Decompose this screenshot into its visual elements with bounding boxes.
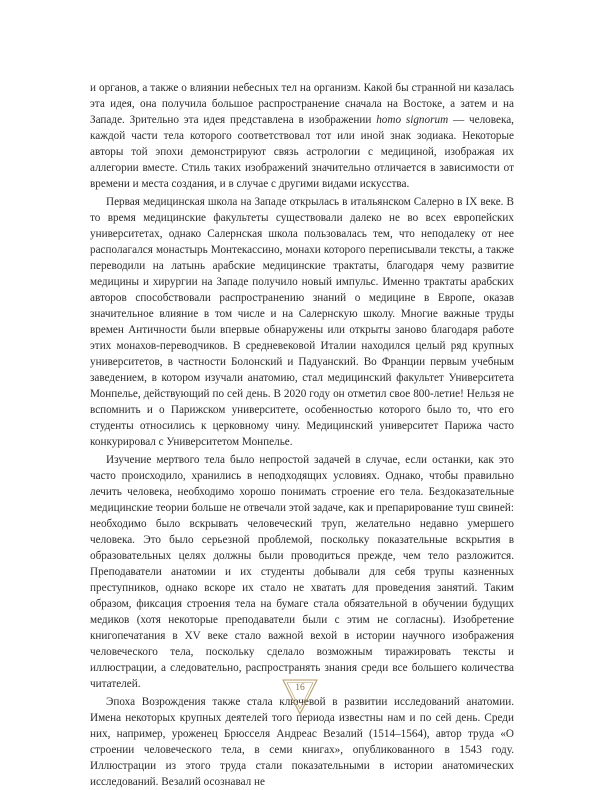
homo-signorum-term: homo signorum xyxy=(376,114,449,126)
paragraph-1-lead: и органов, а также о влиянии небесных тел на организм. Какой бы странной ни казалась эта идея, она получила большое распространение сначала на Востоке, а затем и на Западе. Зрительно эта идея представлена в изображении xyxy=(90,82,514,126)
page-number: 16 xyxy=(295,683,305,693)
paragraph-2: Первая медицинская школа на Западе открылась в итальянском Салерно в IX веке. В то время медицинские факультеты существовали далеко не во всех европейских университетах, однако Салернская школа пользовалась тем, что неподалеку от нее располагался монастырь Монтекассино, монахи которого переписывали тексты, а также переводили на латынь арабские медицинские трактаты, благодаря чему развитие медицины и хирургии на Западе получило новый импульс. Именно трактаты арабских авторов способствовали распространению знаний о медицине в Европе, оказав значительное влияние в том числе и на Салернскую школу. Многие важные труды времен Античности были впервые обнаружены или открыты заново благодаря работе этих монахов-переводчиков. В средневековой Италии находился целый ряд крупных университетов, в частности Болонский и Падуанский. Во Франции первым учебным заведением, в котором изучали анатомию, стал медицинский факультет Университета Монпелье, действующий по сей день. В 2020 году он отметил свое 800-летие! Нельзя не вспомнить и о Парижском университете, особенностью которого было то, что его студенты относились к церковному чину. Медицинский университет Парижа часто конкурировал с Университетом Монпелье. xyxy=(90,196,514,448)
paragraph-4: Эпоха Возрождения также стала ключевой в развитии исследований анатомии. Имена некоторых крупных деятелей того периода известны нам и по сей день. Среди них, например, уроженец Брюсселя Андреас Везалий (1514–1564), автор труда «О строении человеческого тела, в семи книгах», опубликованного в 1543 году. Иллюстрации из этого труда стали показательными в истории анатомических исследований. Везалий осознавал не xyxy=(90,696,514,788)
paragraph-1 xyxy=(90,80,514,192)
paragraph-3: Изучение мертвого тела было непростой задачей в случае, если останки, как это часто происходило, хранились в неподходящих условиях. Однако, чтобы правильно лечить человека, необходимо хорошо понимать строение его тела. Бездоказательные медицинские теории больше не отвечали этой задаче, как и препарирование туш свиней: необходимо было вскрывать человеческий труп, желательно недавно умершего человека. Это было серьезной проблемой, поскольку показательные вскрытия в образовательных целях должны были проводиться прежде, чем тело разложится. Преподаватели анатомии и их студенты добывали для себя трупы казненных преступников, однако вскоре их стало не хватать для проведения занятий. Таким образом, фиксация строения тела на бумаге стала обязательной в обучении будущих медиков (хотя некоторые преподаватели были с этим не согласны). Изобретение книгопечатания в XV веке стало важной вехой в истории научного изображения человеческого тела, поскольку сделало возможным тиражировать тексты и иллюстрации, а следовательно, распространять знания среди все большего количества читателей. xyxy=(90,454,514,690)
page-number-ornament xyxy=(281,677,319,717)
paragraph-1-rest: — человека, каждой части тела которого соответствовал тот или иной знак зодиака. Некоторые авторы той эпохи демонстрируют связь астрологии с медициной, изображая их аллегории вместе. Стиль таких изображений значительно отличается в зависимости от времени и места создания, и в случае с другими видами искусства. xyxy=(90,114,514,190)
